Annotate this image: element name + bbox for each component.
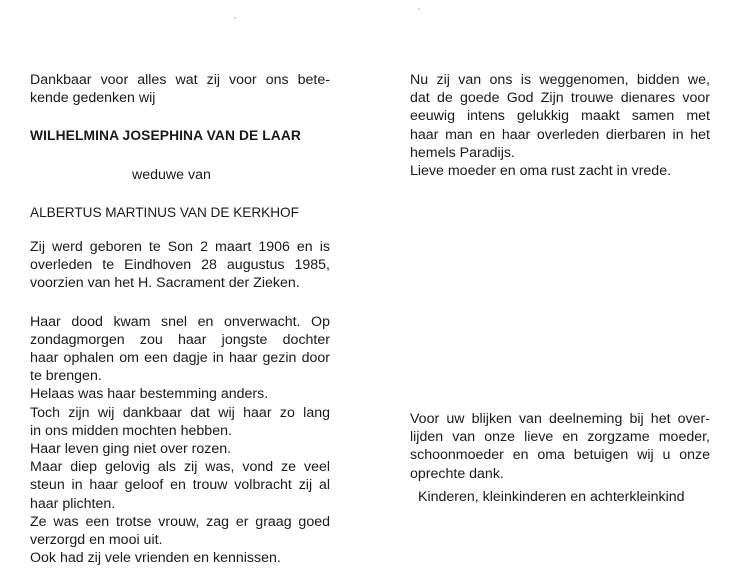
thanks-line: schoonmoeder en oma betuigen wij u onze — [410, 447, 710, 464]
story-line: Ook had zij vele vrienden en kennissen. — [30, 550, 281, 567]
prayer-line: Lieve moeder en oma rust zacht in vrede. — [410, 163, 672, 180]
story-line: Haar leven ging niet over rozen. — [30, 441, 232, 458]
story-line: Toch zijn wij dankbaar dat wij haar zo lang — [30, 404, 330, 421]
intro-line: Dankbaar voor alles wat zij voor ons bete- — [30, 72, 330, 88]
widow-label: weduwe van — [132, 166, 211, 183]
story-line: Ze was een trotse vrouw, zag er graag goed — [30, 513, 330, 530]
story-line: Helaas was haar bestemming anders. — [30, 386, 269, 403]
story-line: haar ophalen om een dagje in haar gezin door — [30, 350, 330, 367]
prayer-line: haar man en haar overleden dierbaren in het — [410, 126, 710, 143]
birth-line: overleden te Eindhoven 28 augustus 1985, — [30, 257, 330, 274]
family-signature: Kinderen, kleinkinderen en achterkleinkind — [418, 489, 685, 505]
story-line: zondagmorgen zou haar jongste dochter — [30, 331, 330, 348]
thanks-line: lijden van onze lieve en zorgzame moeder, — [410, 429, 710, 446]
speck-mark — [234, 17, 236, 19]
speck-mark — [418, 8, 420, 10]
birth-line: Zij werd geboren te Son 2 maart 1906 en is — [30, 239, 330, 256]
deceased-name: WILHELMINA JOSEPHINA VAN DE LAAR — [30, 128, 301, 144]
spouse-name: ALBERTUS MARTINUS VAN DE KERKHOF — [30, 204, 299, 220]
intro-line: kende gedenken wij — [30, 90, 156, 107]
story-line: steun in haar geloof en trouw volbracht zij al — [30, 477, 330, 494]
thanks-line: oprechte dank. — [410, 465, 504, 482]
story-line: haar plichten. — [30, 495, 116, 512]
left-column — [30, 71, 330, 567]
prayer-line: hemels Paradijs. — [410, 144, 515, 161]
birth-line: voorzien van het H. Sacrament der Zieken. — [30, 275, 300, 292]
right-column — [410, 71, 710, 180]
prayer-line: Nu zij van ons is weggenomen, bidden we, — [410, 72, 710, 88]
prayer-line: eeuwig intens gelukkig maakt samen met — [410, 108, 710, 125]
thanks-line: Voor uw blijken van deelneming bij het over- — [410, 411, 710, 427]
story-line: Haar dood kwam snel en onverwacht. Op — [30, 313, 330, 330]
prayer-line: dat de goede God Zijn trouwe dienares voor — [410, 90, 710, 107]
thanks-paragraph — [410, 410, 710, 483]
story-line: te brengen. — [30, 368, 102, 385]
story-line: verzorgd en mooi uit. — [30, 532, 163, 549]
story-line: in ons midden mochten hebben. — [30, 422, 232, 439]
story-line: Maar diep gelovig als zij was, vond ze veel — [30, 459, 330, 476]
